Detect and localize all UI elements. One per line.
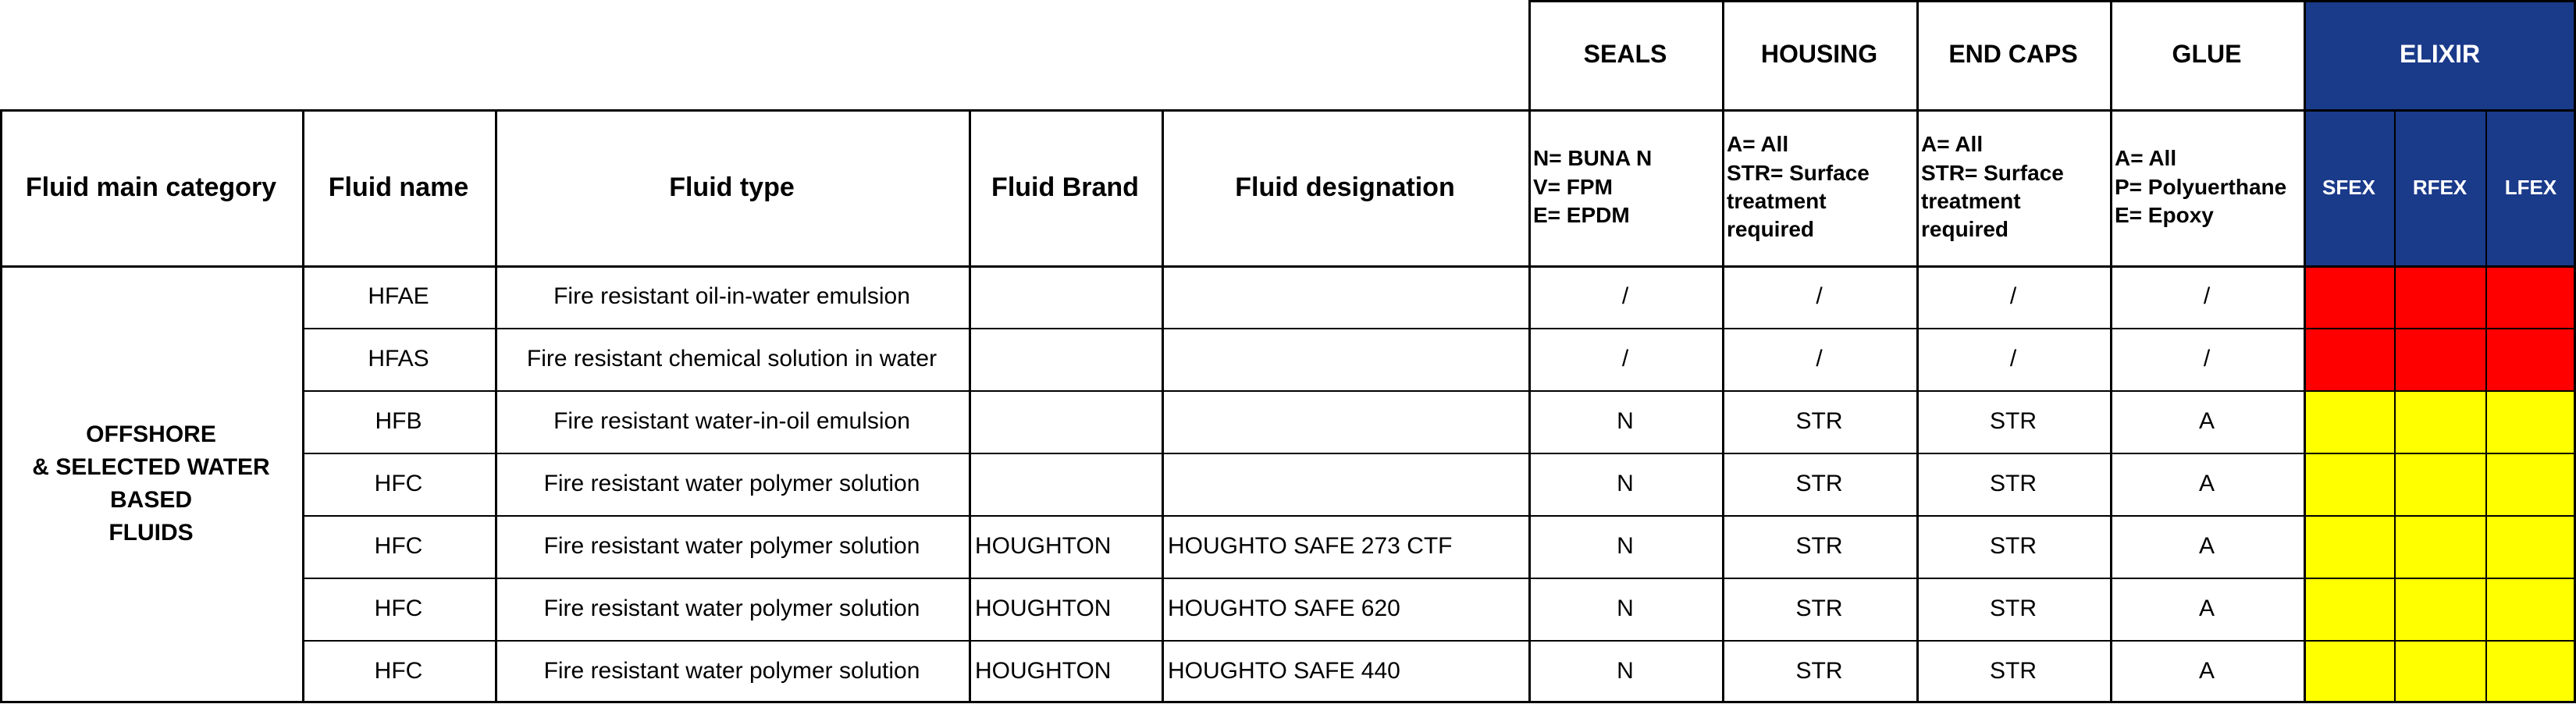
cell-value: STR (1795, 596, 1843, 622)
cell-glue (2110, 453, 2304, 515)
cell-value: HOUGHTO SAFE 273 CTF (1168, 533, 1453, 560)
cell-housing (1722, 515, 1916, 578)
grid-line (1162, 109, 1164, 702)
cell-value: Fire resistant chemical solution in water (526, 346, 938, 372)
cell-value: HFB (375, 408, 422, 435)
category-cell (0, 265, 302, 702)
cell-brand (969, 328, 1162, 390)
cell-brand (969, 640, 1162, 702)
cell-value: N (1617, 596, 1634, 622)
cell-value: / (1816, 283, 1823, 310)
cell-value: STR (1990, 471, 2037, 497)
grid-line (2304, 109, 2306, 702)
cell-brand (969, 390, 1162, 453)
legend-housing-line: treatment (1727, 189, 1827, 213)
legend-end-caps-line: STR= Surface (1921, 160, 2064, 185)
column-header-label: Fluid main category (25, 172, 277, 202)
cell-glue (2110, 515, 2304, 578)
cell-value: / (1621, 346, 1629, 372)
group-header-label: HOUSING (1760, 40, 1878, 69)
elixir-status-lfex (2485, 578, 2576, 640)
cell-designation (1162, 265, 1528, 328)
cell-value: Fire resistant water polymer solution (543, 533, 920, 560)
cell-value: A (2198, 408, 2215, 435)
cell-seals (1528, 328, 1722, 390)
cell-value: HOUGHTO SAFE 440 (1168, 658, 1400, 684)
elixir-column-label: RFEX (2412, 175, 2467, 199)
grid-line (1916, 0, 1919, 109)
cell-name (302, 640, 495, 702)
column-header-category (0, 109, 302, 265)
group-header-label: ELIXIR (2399, 40, 2481, 69)
cell-designation (1162, 578, 1528, 640)
legend-glue-line: P= Polyuerthane (2115, 174, 2287, 199)
elixir-column-label: LFEX (2504, 175, 2557, 199)
cell-designation (1162, 640, 1528, 702)
legend-end-caps-line: required (1921, 217, 2009, 242)
cell-housing (1722, 265, 1916, 328)
grid-line (2304, 0, 2306, 109)
cell-end-caps (1916, 640, 2110, 702)
column-header-label: Fluid type (669, 172, 795, 202)
cell-brand (969, 265, 1162, 328)
elixir-column-sfex (2304, 109, 2394, 265)
grid-line (0, 109, 2, 702)
cell-type (495, 265, 969, 328)
elixir-status-lfex (2485, 453, 2576, 515)
cell-value: Fire resistant oil-in-water emulsion (553, 283, 910, 310)
cell-brand (969, 453, 1162, 515)
cell-value: / (2009, 283, 2017, 310)
cell-value: STR (1795, 408, 1843, 435)
cell-value: / (1816, 346, 1823, 372)
cell-seals (1528, 515, 1722, 578)
cell-value: HFAS (368, 346, 429, 372)
cell-type (495, 578, 969, 640)
category-label-line: FLUIDS (109, 520, 194, 546)
cell-type (495, 328, 969, 390)
cell-value: Fire resistant water polymer solution (543, 471, 920, 497)
grid-line (1528, 0, 2576, 2)
cell-value: Fire resistant water polymer solution (543, 658, 920, 684)
cell-name (302, 265, 495, 328)
cell-value: HFC (374, 596, 423, 622)
legend-housing-line: STR= Surface (1727, 160, 1870, 185)
cell-value: STR (1990, 533, 2037, 560)
cell-type (495, 453, 969, 515)
cell-designation (1162, 453, 1528, 515)
grid-line (302, 640, 2576, 642)
grid-line (2110, 0, 2112, 109)
cell-name (302, 515, 495, 578)
cell-housing (1722, 453, 1916, 515)
elixir-status-lfex (2485, 328, 2576, 390)
cell-brand (969, 515, 1162, 578)
elixir-column-label: SFEX (2322, 175, 2375, 199)
grid-line (2485, 109, 2487, 702)
group-header-end-caps (1916, 0, 2110, 109)
column-header-label: Fluid designation (1235, 172, 1455, 202)
cell-end-caps (1916, 578, 2110, 640)
cell-value: N (1617, 471, 1634, 497)
column-header-designation (1162, 109, 1528, 265)
cell-seals (1528, 390, 1722, 453)
cell-value: N (1617, 408, 1634, 435)
cell-value: STR (1990, 658, 2037, 684)
cell-value: STR (1990, 596, 2037, 622)
cell-value: STR (1795, 471, 1843, 497)
grid-line (0, 701, 2576, 703)
grid-line (302, 328, 2576, 329)
cell-value: HFAE (368, 283, 429, 310)
cell-end-caps (1916, 265, 2110, 328)
cell-name (302, 578, 495, 640)
cell-seals (1528, 265, 1722, 328)
legend-seals-line: E= EPDM (1533, 203, 1630, 228)
legend-seals (1528, 109, 1722, 265)
cell-value: HOUGHTO SAFE 620 (1168, 596, 1400, 622)
elixir-status-lfex (2485, 640, 2576, 702)
legend-glue-line: E= Epoxy (2115, 203, 2214, 228)
legend-end-caps-line: A= All (1921, 132, 1984, 157)
grid-line (302, 109, 304, 702)
legend-housing (1722, 109, 1916, 265)
cell-brand (969, 578, 1162, 640)
category-label-line: & SELECTED WATER (32, 454, 270, 480)
cell-value: HOUGHTON (975, 596, 1112, 622)
cell-value: HOUGHTON (975, 533, 1112, 560)
cell-value: A (2198, 471, 2215, 497)
group-header-housing (1722, 0, 1916, 109)
cell-value: N (1617, 533, 1634, 560)
elixir-status-sfex (2304, 578, 2394, 640)
elixir-status-lfex (2485, 390, 2576, 453)
elixir-status-rfex (2394, 640, 2485, 702)
grid-line (1916, 109, 1919, 702)
cell-value: Fire resistant water polymer solution (543, 596, 920, 622)
category-label-line: BASED (109, 487, 192, 513)
legend-seals-line: N= BUNA N (1533, 146, 1653, 171)
category-label-lines (32, 418, 269, 549)
grid-line (969, 109, 971, 702)
cell-glue (2110, 390, 2304, 453)
elixir-status-rfex (2394, 390, 2485, 453)
group-header-seals (1528, 0, 1722, 109)
cell-housing (1722, 640, 1916, 702)
cell-end-caps (1916, 390, 2110, 453)
elixir-status-sfex (2304, 515, 2394, 578)
cell-end-caps (1916, 515, 2110, 578)
grid-line (495, 109, 497, 702)
elixir-status-rfex (2394, 515, 2485, 578)
cell-type (495, 640, 969, 702)
elixir-status-lfex (2485, 265, 2576, 328)
cell-seals (1528, 640, 1722, 702)
cell-value: / (2203, 283, 2211, 310)
cell-housing (1722, 328, 1916, 390)
category-label-line: OFFSHORE (86, 421, 216, 447)
cell-value: HFC (374, 658, 423, 684)
legend-housing-lines (1727, 130, 1870, 244)
cell-value: / (2009, 346, 2017, 372)
cell-value: / (2203, 346, 2211, 372)
elixir-status-rfex (2394, 578, 2485, 640)
cell-seals (1528, 578, 1722, 640)
cell-end-caps (1916, 328, 2110, 390)
elixir-status-sfex (2304, 640, 2394, 702)
cell-end-caps (1916, 453, 2110, 515)
legend-end-caps-line: treatment (1921, 189, 2021, 213)
grid-line (1722, 109, 1724, 702)
cell-designation (1162, 515, 1528, 578)
cell-name (302, 328, 495, 390)
grid-line (0, 109, 2576, 112)
grid-line (302, 390, 2576, 392)
elixir-status-lfex (2485, 515, 2576, 578)
group-header-elixir (2304, 0, 2576, 109)
cell-housing (1722, 578, 1916, 640)
elixir-status-sfex (2304, 265, 2394, 328)
cell-housing (1722, 390, 1916, 453)
cell-glue (2110, 265, 2304, 328)
cell-value: STR (1795, 533, 1843, 560)
cell-value: HFC (374, 533, 423, 560)
cell-value: Fire resistant water-in-oil emulsion (553, 408, 910, 435)
grid-line (302, 453, 2576, 454)
group-header-label: GLUE (2172, 40, 2242, 69)
elixir-status-sfex (2304, 453, 2394, 515)
legend-glue (2110, 109, 2304, 265)
cell-glue (2110, 640, 2304, 702)
cell-value: STR (1795, 658, 1843, 684)
elixir-status-rfex (2394, 453, 2485, 515)
legend-glue-line: A= All (2115, 146, 2177, 171)
group-header-label: SEALS (1583, 40, 1667, 69)
cell-name (302, 390, 495, 453)
grid-line (2394, 109, 2396, 702)
elixir-status-rfex (2394, 328, 2485, 390)
group-header-glue (2110, 0, 2304, 109)
cell-name (302, 453, 495, 515)
legend-seals-line: V= FPM (1533, 174, 1613, 199)
cell-value: A (2198, 533, 2215, 560)
grid-line (302, 515, 2576, 517)
cell-value: N (1617, 658, 1634, 684)
cell-glue (2110, 578, 2304, 640)
legend-seals-lines (1533, 144, 1652, 229)
cell-value: STR (1990, 408, 2037, 435)
elixir-status-sfex (2304, 328, 2394, 390)
cell-designation (1162, 328, 1528, 390)
cell-value: HFC (374, 471, 423, 497)
cell-value: A (2198, 658, 2215, 684)
grid-line (2110, 109, 2112, 702)
legend-glue-lines (2115, 144, 2286, 229)
grid-line (1528, 109, 1531, 702)
legend-end-caps-lines (1921, 130, 2064, 244)
elixir-column-lfex (2485, 109, 2576, 265)
cell-value: A (2198, 596, 2215, 622)
grid-line (0, 265, 2576, 268)
column-header-name (302, 109, 495, 265)
column-header-type (495, 109, 969, 265)
legend-housing-line: A= All (1727, 132, 1789, 157)
cell-glue (2110, 328, 2304, 390)
cell-value: HOUGHTON (975, 658, 1112, 684)
cell-seals (1528, 453, 1722, 515)
legend-housing-line: required (1727, 217, 1815, 242)
cell-designation (1162, 390, 1528, 453)
cell-type (495, 390, 969, 453)
grid-line (1722, 0, 1724, 109)
column-header-label: Fluid Brand (991, 172, 1139, 202)
legend-end-caps (1916, 109, 2110, 265)
cell-type (495, 515, 969, 578)
elixir-status-rfex (2394, 265, 2485, 328)
grid-line (302, 578, 2576, 579)
cell-value: / (1621, 283, 1629, 310)
group-header-label: END CAPS (1948, 40, 2078, 69)
elixir-status-sfex (2304, 390, 2394, 453)
column-header-label: Fluid name (328, 172, 469, 202)
grid-line (1528, 0, 1531, 109)
elixir-column-rfex (2394, 109, 2485, 265)
column-header-brand (969, 109, 1162, 265)
